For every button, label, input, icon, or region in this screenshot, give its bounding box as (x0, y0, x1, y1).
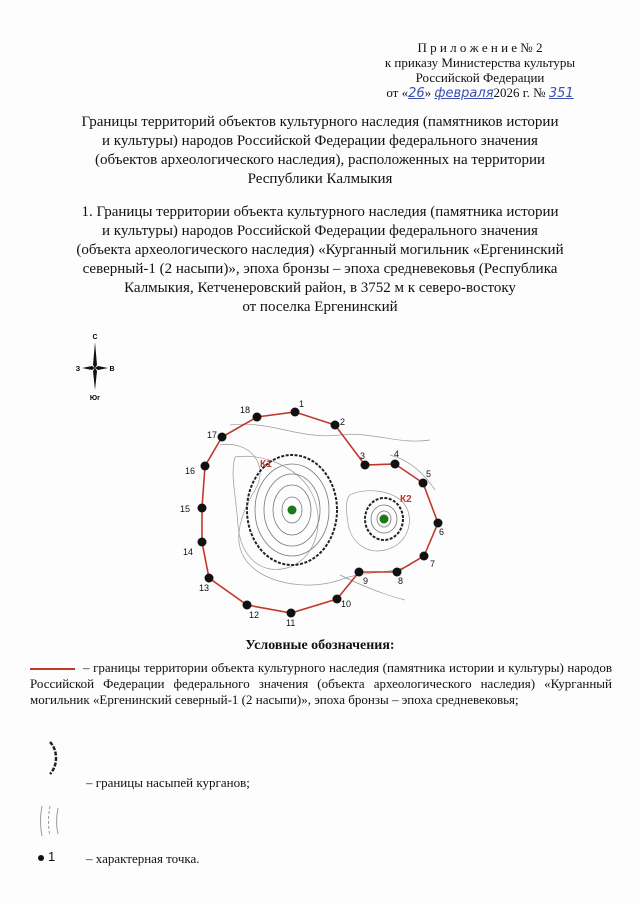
section-line: и культуры) народов Российской Федерации федерального значения (102, 223, 538, 239)
compass-west-label: З (75, 366, 81, 373)
section-line: северный-1 (2 насыпи)», эпоха бронзы – эпоха средневековья (Республика (82, 261, 558, 277)
point-label-4: 4 (394, 449, 400, 459)
point-4 (391, 460, 400, 469)
legend-boundary-text: – границы территории объекта культурного наследия (памятника истории и культуры) народов Российской Федерации федерального значения (объекта археологического наследия) «Курганный могильник «Ергенинский северный-1 (2 насыпи)», эпоха бронзы – эпоха средневековья; (30, 660, 612, 707)
point-17 (218, 433, 227, 442)
section-line: (объекта археологического наследия) «Курганный могильник «Ергенинский (76, 242, 564, 258)
point-label-7: 7 (430, 559, 436, 569)
point-12 (243, 601, 252, 610)
date-month: февраля (434, 86, 494, 101)
point-label-10: 10 (341, 599, 352, 609)
boundary-line-symbol (30, 668, 75, 670)
date-day: 26 (408, 86, 425, 101)
boundary-map (160, 395, 460, 628)
mound-k1 (247, 455, 337, 565)
point-label-1: 1 (299, 399, 305, 409)
point-5 (419, 479, 428, 488)
compass-north-arrow (93, 342, 97, 368)
point-label-2: 2 (340, 417, 346, 427)
point-label-18: 18 (240, 405, 251, 415)
section-title (40, 203, 600, 317)
point-15 (198, 504, 207, 513)
date-prefix: от « (386, 85, 409, 100)
contour-line (230, 424, 430, 441)
legend-title: Условные обозначения: (245, 638, 395, 653)
point-marker-symbol (38, 849, 55, 864)
contour-line (233, 456, 318, 569)
point-18 (253, 413, 262, 422)
appendix-ministry: Российской Федерации (415, 70, 545, 85)
point-3 (361, 461, 370, 470)
appendix-title: П р и л о ж е н и е № 2 (417, 40, 543, 55)
mound-k2-center (380, 515, 389, 524)
contour-line (340, 575, 405, 600)
point-13 (205, 574, 214, 583)
legend-mound-text: – границы насыпей курганов; (86, 775, 250, 790)
section-line: от поселка Ергенинский (242, 299, 398, 315)
title-line: и культуры) народов Российской Федерации федерального значения (102, 133, 538, 149)
date-year: 2026 г. № (493, 85, 549, 100)
title-line: Республики Калмыкия (247, 171, 393, 187)
compass-north-label: С (92, 334, 98, 341)
compass-west-arrow (82, 366, 95, 370)
legend-point-text: – характерная точка. (86, 851, 200, 866)
legend-boundary-entry (30, 660, 612, 708)
appendix-order: к приказу Министерства культуры (384, 55, 576, 70)
point-14 (198, 538, 207, 547)
compass-south-label: Юг (89, 395, 101, 402)
point-label-14: 14 (183, 547, 194, 557)
mound-boundary-symbol (44, 738, 64, 778)
point-dot-icon (38, 855, 44, 861)
point-7 (420, 552, 429, 561)
mound-k2-label: К2 (400, 494, 412, 505)
appendix-block (330, 40, 630, 101)
date-number: 351 (548, 86, 574, 101)
compass-east-label: В (109, 366, 115, 373)
title-line: (объектов археологического наследия), расположенных на территории (94, 152, 546, 168)
appendix-date (330, 85, 630, 101)
contour-line (220, 444, 410, 585)
section-line: 1. Границы территории объекта культурного наследия (памятника истории (81, 204, 559, 220)
mound-k1-center (288, 506, 297, 515)
point-label-5: 5 (426, 469, 432, 479)
point-marker-label: 1 (48, 849, 56, 864)
point-label-17: 17 (207, 430, 218, 440)
point-label-3: 3 (360, 451, 366, 461)
point-label-8: 8 (398, 576, 404, 586)
point-11 (287, 609, 296, 618)
compass-south-arrow (93, 368, 97, 390)
point-16 (201, 462, 210, 471)
contour-symbol (30, 800, 70, 840)
section-line: Калмыкия, Кетченеровский район, в 3752 м к северо-востоку (124, 280, 516, 296)
document-title (40, 113, 600, 189)
point-label-11: 11 (286, 618, 296, 628)
point-2 (331, 421, 340, 430)
mound-k2 (365, 494, 412, 540)
point-label-9: 9 (363, 576, 369, 586)
mound-k1-label: К1 (260, 459, 272, 470)
title-line: Границы территорий объектов культурного наследия (памятников истории (81, 114, 559, 130)
point-label-6: 6 (439, 527, 445, 537)
point-label-12: 12 (249, 610, 260, 620)
compass-rose (70, 330, 120, 405)
compass-east-arrow (95, 366, 108, 370)
point-label-13: 13 (199, 583, 210, 593)
point-label-16: 16 (185, 466, 196, 476)
date-mid: » (424, 85, 435, 100)
point-label-15: 15 (180, 504, 191, 514)
